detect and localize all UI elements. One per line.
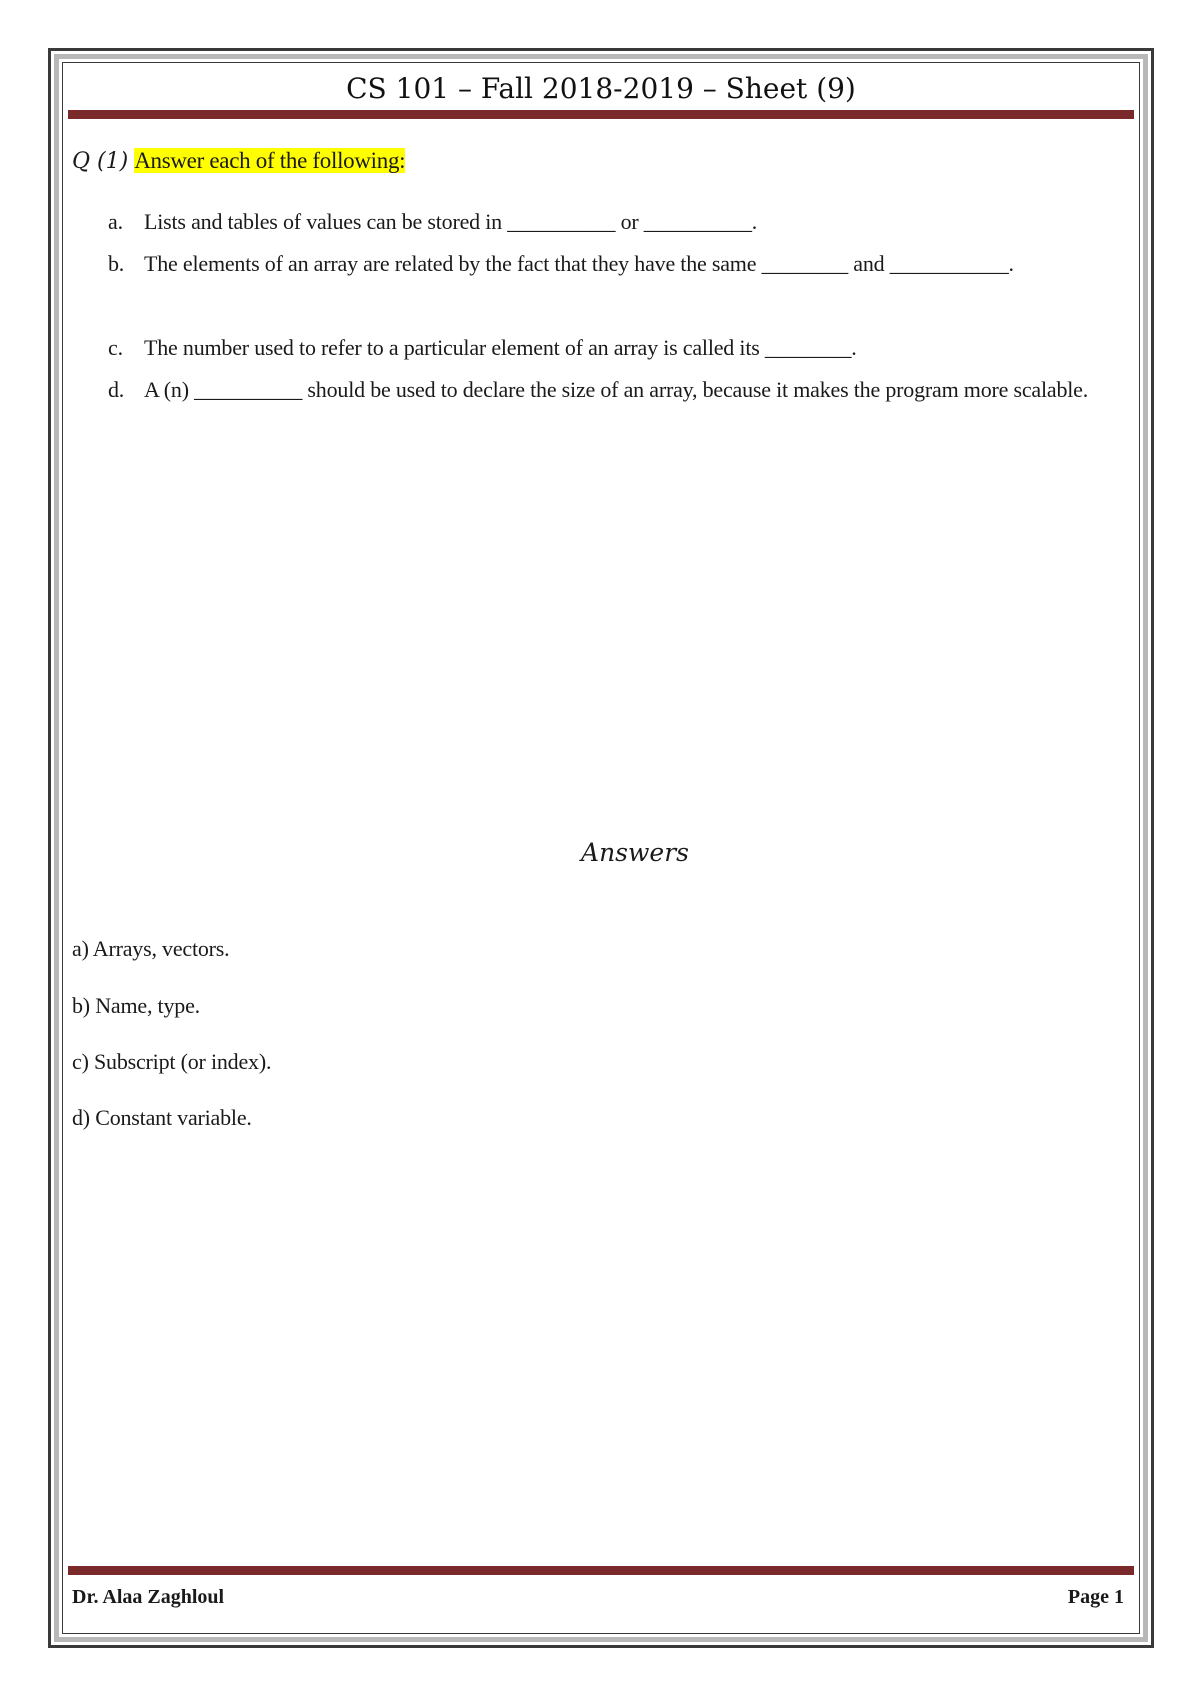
header-rule — [68, 110, 1134, 119]
item-marker: b. — [108, 251, 125, 276]
item-text: The number used to refer to a particular element of an array is called its ________. — [144, 335, 857, 360]
answer-line: d) Constant variable. — [72, 1105, 252, 1130]
author-name: Dr. Alaa Zaghloul — [72, 1586, 225, 1608]
item-marker: d. — [108, 377, 125, 402]
answer-line: b) Name, type. — [72, 993, 200, 1018]
page-title: CS 101 – Fall 2018-2019 – Sheet (9) — [346, 72, 856, 105]
question-label: Q (1) — [72, 149, 129, 174]
item-marker: a. — [108, 209, 123, 234]
page-number: Page 1 — [1067, 1586, 1124, 1608]
answers-heading: Answers — [581, 838, 689, 867]
item-marker: c. — [108, 335, 123, 360]
question-prompt: Answer each of the following: — [134, 148, 406, 173]
item-text: The elements of an array are related by the fact that they have the same ________ and ___________. — [144, 251, 1014, 276]
answer-line: a) Arrays, vectors. — [72, 936, 230, 961]
question-heading — [72, 148, 405, 175]
item-text: A (n) __________ should be used to declare the size of an array, because it makes the program more scalable. — [144, 377, 1089, 402]
item-text: Lists and tables of values can be stored in __________ or __________. — [144, 209, 758, 234]
footer-rule — [68, 1566, 1134, 1575]
answer-line: c) Subscript (or index). — [72, 1049, 272, 1074]
